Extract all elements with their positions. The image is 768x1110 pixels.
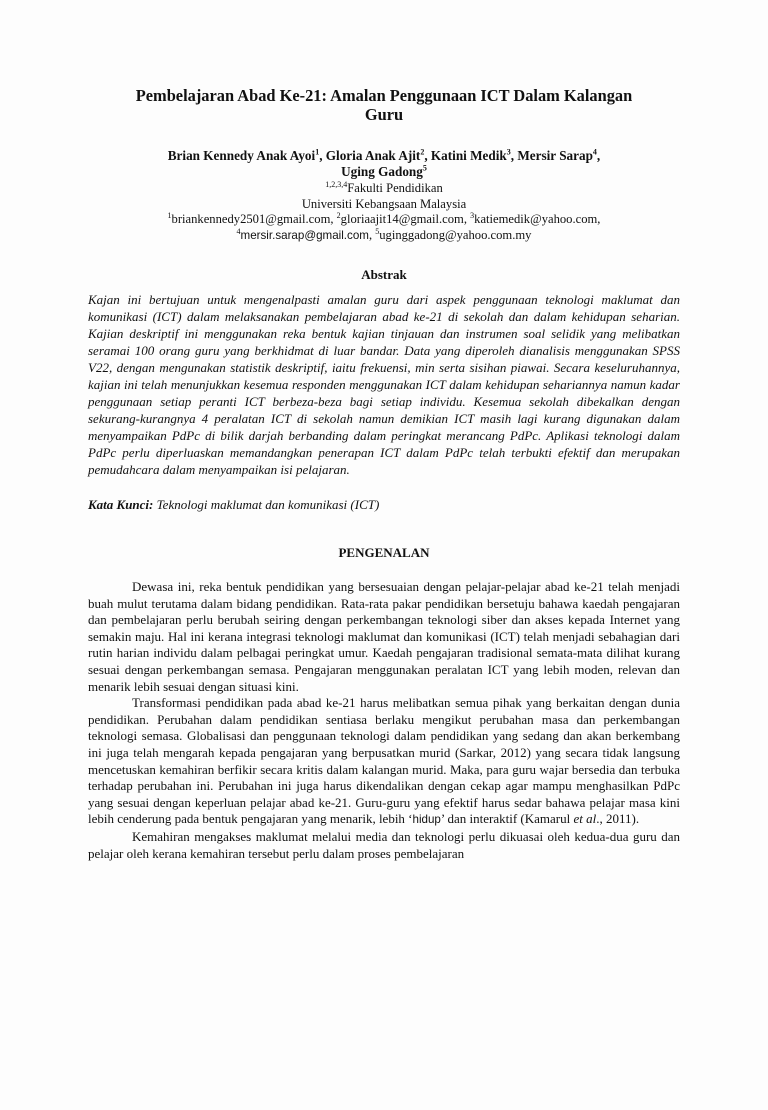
author-name: Uging Gadong xyxy=(341,164,423,179)
keywords-text: Teknologi maklumat dan komunikasi (ICT) xyxy=(153,497,380,512)
author-list xyxy=(88,148,680,180)
email-line-2: $^4$mersir.sarap@gmail.com, $^5$uginggadong@yahoo.com.my xyxy=(236,226,532,242)
section-heading: PENGENALAN xyxy=(338,545,430,560)
paper-page xyxy=(0,86,768,1110)
author-sup: 3 xyxy=(506,147,511,157)
body-text xyxy=(88,579,680,862)
email-link[interactable]: briankennedy2501@gmail.com, xyxy=(171,212,337,226)
author-sup: 1 xyxy=(315,147,320,157)
author-name: , Katini Medik xyxy=(424,148,507,163)
abstract-heading: Abstrak xyxy=(361,267,407,282)
email-line-1: $^1$briankennedy2501@gmail.com, $^2$gloriaajit14@gmail.com, $^3$katiemedik@yahoo.com, xyxy=(167,210,601,226)
title-line-1: Pembelajaran Abad Ke-21: Amalan Penggunaan ICT Dalam Kalangan xyxy=(135,86,633,105)
author-name: Brian Kennedy Anak Ayoi xyxy=(167,148,316,163)
author-name: , Mersir Sarap xyxy=(510,148,593,163)
email-link[interactable]: mersir.sarap@gmail.com xyxy=(240,228,369,242)
affiliation-faculty: $^{1,2,3,4}$Fakulti Pendidikan xyxy=(325,179,443,195)
keywords-label: Kata Kunci xyxy=(88,497,150,512)
affiliation-university: Universiti Kebangsaan Malaysia xyxy=(301,196,467,211)
email-link[interactable]: uginggadong@yahoo.com.my xyxy=(379,227,532,242)
author-sup: 2 xyxy=(420,147,425,157)
author-line-1 xyxy=(88,148,680,164)
author-line-2 xyxy=(88,164,680,180)
keywords: Kata Kunci: Teknologi maklumat dan komunikasi (ICT) xyxy=(88,497,380,512)
email-link[interactable]: gloriaajit14@gmail.com, xyxy=(340,212,471,226)
affiliation-sup: 1,2,3,4 xyxy=(325,179,348,189)
author-separator: , xyxy=(596,148,601,163)
author-sup: 5 xyxy=(422,163,427,173)
author-name: , Gloria Anak Ajit xyxy=(319,148,421,163)
paragraph-2: Transformasi pendidikan pada abad ke-21 harus melibatkan semua pihak yang berkaitan dengan dunia pendidikan. Perubahan dalam pendidikan sentiasa berlaku mengikut perubahan masa dan perkembangan teknologi semasa. Globalisasi dan penggunaan teknologi dalam pendidikan yang sedang dan akan berkembang ini juga telah mengarah kepada pengajaran yang berpusatkan murid (Sarkar, 2012) yang secara tidak langsung mencetuskan kemahiran berfikir secara kritis dalam kalangan murid. Maka, para guru wajar bersedia dan terbuka terhadap perubahan ini. Perubahan ini juga harus dikendalikan dengan cekap agar mampu menghasilkan PdPc yang sesuai dengan keperluan pelajar abad ke-21. Guru-guru yang efektif harus sedar bahawa pelajar masa kini lebih cenderung pada bentuk pengajaran yang menarik, lebih ‘hidup’ dan interaktif (Kamarul et al., 2011). xyxy=(88,695,680,827)
email-link[interactable]: katiemedik@yahoo.com, xyxy=(474,212,601,226)
title-line-2: Guru xyxy=(364,105,404,124)
paper-title xyxy=(88,86,680,124)
paragraph-3: Kemahiran mengakses maklumat melalui media dan teknologi perlu dikuasai oleh kedua-dua guru dan pelajar oleh kerana kemahiran tersebut perlu dalam proses pembelajaran xyxy=(88,828,680,861)
author-sup: 4 xyxy=(592,147,597,157)
abstract-text: Kajan ini bertujuan untuk mengenalpasti amalan guru dari aspek penggunaan teknologi maklumat dan komunikasi (ICT) dalam melaksanakan pembelajaran abad ke-21 di sekolah dan dalam kehidupan seharian. Kajian deskriptif ini menggunakan reka bentuk kajian tinjauan dan instrumen soal selidik yang melibatkan seramai 100 orang guru yang berkhidmat di luar bandar. Data yang diperoleh dianalisis menggunakan SPSS V22, dengan mengunakan statistik deskriptif, iaitu frekuensi, min serta sisihan piawai. Secara keseluruhannya, kajian ini telah menunjukkan kesemua responden menggunakan ICT dalam kehidupan sehariannya namun kadar penggunaan setiap peranti ICT berbeza-beza bagi setiap individu. Kesemua sekolah dibekalkan dengan sekurang-kurangnya 4 peralatan ICT di sekolah namun demikian ICT masih lagi kurang digunakan dalam menyampaikan PdPc di bilik darjah berbanding dalam peringkat merancang PdPc. Aplikasi teknologi dalam PdPc perlu diperluaskan memandangkan penerapan ICT dalam PdPc telah terbukti efektif dan merupakan pemudahcara dalam menyampaikan isi pelajaran. xyxy=(88,292,680,477)
paragraph-1: Dewasa ini, reka bentuk pendidikan yang bersesuaian dengan pelajar-pelajar abad ke-21 telah menjadi buah mulut terutama dalam bidang pendidikan. Rata-rata pakar pendidikan bersetuju bahawa kaedah pengajaran dan pembelajaran perlu berubah seiring dengan perkembangan teknologi siber dan akses kepada Internet yang semakin maju. Hal ini kerana integrasi teknologi maklumat dan komunikasi (ICT) telah menjadi sebahagian dari rutin harian individu dalam pelbagai peringkat umur. Kaedah pengajaran tradisional semata-mata dilihat kurang sesuai dengan perkembangan semasa. Pengajaran menggunakan peralatan ICT yang lebih moden, relevan dan menarik lebih sesuai dengan situasi kini. xyxy=(88,579,680,694)
